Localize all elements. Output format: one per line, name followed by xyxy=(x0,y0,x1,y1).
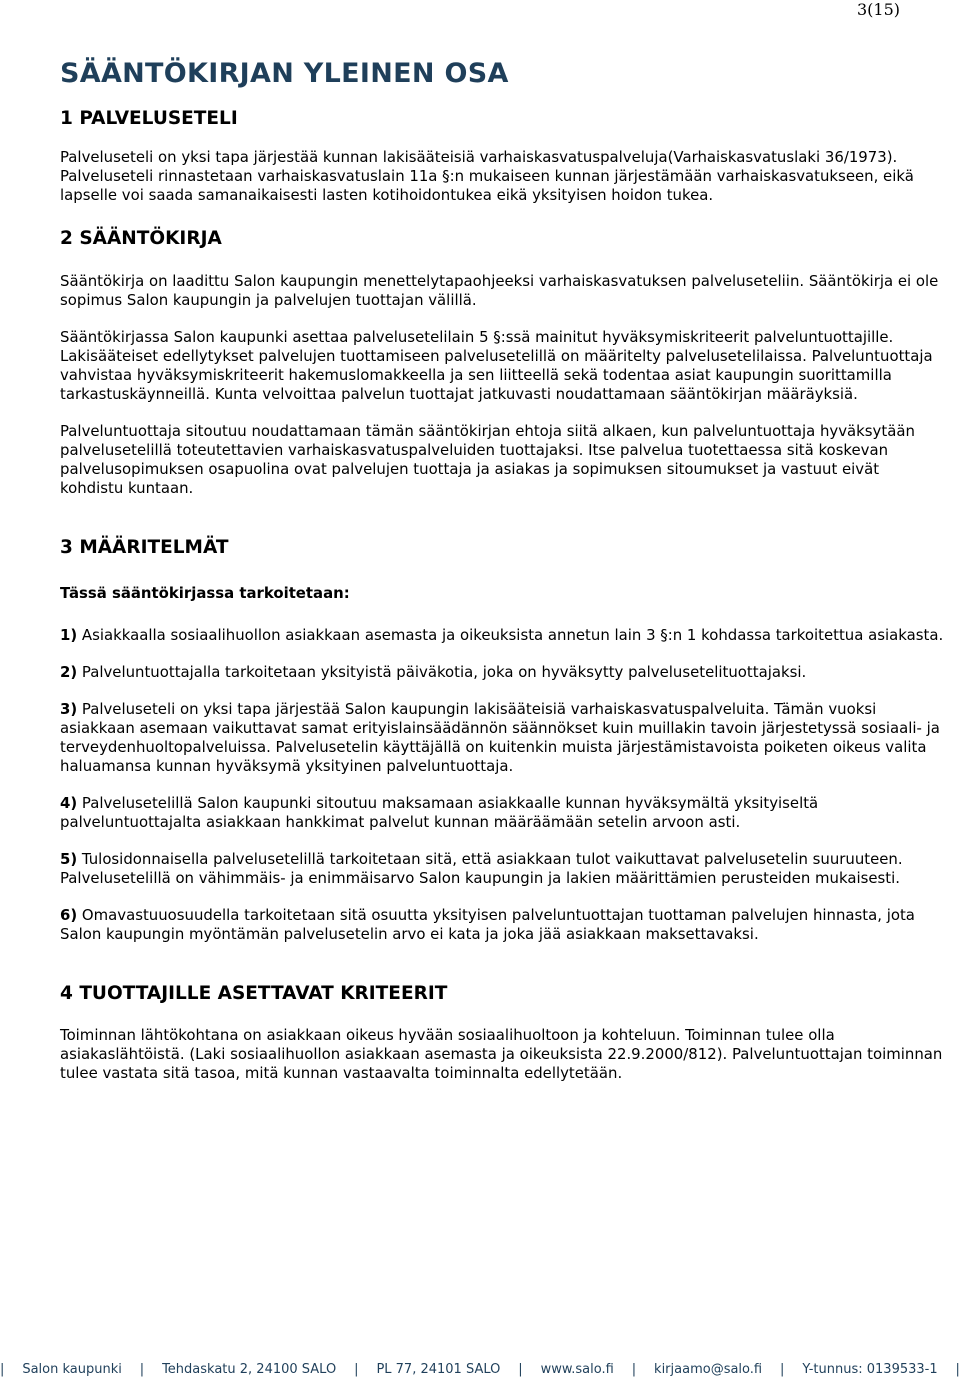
page-footer xyxy=(0,1362,960,1377)
definition-number: 3) xyxy=(60,700,78,718)
definition-number: 4) xyxy=(60,794,78,812)
footer-separator: | xyxy=(631,1362,637,1377)
section-2-heading: 2 SÄÄNTÖKIRJA xyxy=(60,228,222,249)
footer-address: Tehdaskatu 2, 24100 SALO xyxy=(162,1362,337,1377)
definition-text: Palveluntuottajalla tarkoitetaan yksityistä päiväkotia, joka on hyväksytty palvelusetelituottajaksi. xyxy=(81,663,807,681)
definition-item xyxy=(60,700,945,776)
footer-separator: | xyxy=(354,1362,359,1377)
footer-po-box: PL 77, 24101 SALO xyxy=(376,1362,501,1377)
definition-number: 6) xyxy=(60,906,78,924)
section-3-heading: 3 MÄÄRITELMÄT xyxy=(60,537,229,558)
section-1-paragraph: Palveluseteli on yksi tapa järjestää kunnan lakisääteisiä varhaiskasvatuspalveluja(Varhaiskasvatuslaki 36/1973). Palveluseteli rinnastetaan varhaiskasvatuslain 11a §:n mukaiseen kunnan järjestämään varhaiskasvatukseen, eikä lapselle voi saada samanaikaisesti lasten kotihoidontukea eikä yksityisen hoidon tukea. xyxy=(60,148,914,204)
definition-item xyxy=(60,906,945,944)
definition-number: 1) xyxy=(60,626,78,644)
footer-business-id: Y-tunnus: 0139533-1 xyxy=(802,1362,938,1377)
definition-item xyxy=(60,850,945,888)
footer-email-link[interactable]: kirjaamo@salo.fi xyxy=(654,1362,763,1377)
page-number: 3(15) xyxy=(856,0,900,19)
section-1-heading: 1 PALVELUSETELI xyxy=(60,108,238,129)
footer-separator: | xyxy=(0,1362,5,1377)
definition-item xyxy=(60,663,945,682)
section-2-paragraph-2: Sääntökirjassa Salon kaupunki asettaa palvelusetelilain 5 §:ssä mainitut hyväksymiskriteerit palveluntuottajille. Lakisääteiset edellytykset palvelujen tuottamiseen palvelusetelillä on määritelty palvelusetelilaissa. Palveluntuottaja vahvistaa hyväksymiskriteerit hakemuslomakkeella ja sen liitteellä sekä todentaa asiat kaupungin suorittamilla tarkastuskäynneillä. Kunta velvoittaa palvelun tuottajat jatkuvasti noudattamaan sääntökirjan määräyksiä. xyxy=(60,328,933,403)
definition-text: Palveluseteli on yksi tapa järjestää Salon kaupungin lakisääteisiä varhaiskasvatuspalveluita. Tämän vuoksi asiakkaan asemaan vaikuttavat samat erityislainsäädännön säännökset kuin muillakin tavoin järjestetyssä sosiaali- ja terveydenhuoltopalveluissa. Palvelusetelin käyttäjällä on kuitenkin muista järjestämistavoista poiketen oikeus valita haluamansa kunnan hyväksymä yksityinen palveluntuottaja. xyxy=(60,700,940,775)
document-body xyxy=(60,58,945,1083)
definition-number: 2) xyxy=(60,663,78,681)
definition-text: Tulosidonnaisella palvelusetelillä tarkoitetaan sitä, että asiakkaan tulot vaikuttavat palvelusetelin suuruuteen. Palvelusetelillä on vähimmäis- ja enimmäisarvo Salon kaupungin ja lakien määrittämien perusteiden mukaisesti. xyxy=(60,850,903,887)
footer-web-link[interactable]: www.salo.fi xyxy=(540,1362,614,1377)
definition-item xyxy=(60,626,945,645)
definition-text: Omavastuuosuudella tarkoitetaan sitä osuutta yksityisen palveluntuottajan tuottaman palvelujen hinnasta, jota Salon kaupungin myöntämän palvelusetelin arvo ei kata ja joka jää asiakkaan maksettavaksi. xyxy=(60,906,915,943)
footer-separator: | xyxy=(955,1362,960,1377)
footer-separator: | xyxy=(139,1362,145,1377)
definition-text: Asiakkaalla sosiaalihuollon asiakkaan asemasta ja oikeuksista annetun lain 3 §:n 1 kohdassa tarkoitettua asiakasta. xyxy=(81,626,944,644)
definition-item xyxy=(60,794,945,832)
definitions-intro: Tässä sääntökirjassa tarkoitetaan: xyxy=(60,584,350,602)
section-4-heading: 4 TUOTTAJILLE ASETTAVAT KRITEERIT xyxy=(60,983,448,1004)
section-4-paragraph: Toiminnan lähtökohtana on asiakkaan oikeus hyvään sosiaalihuoltoon ja kohteluun. Toiminnan tulee olla asiakaslähtöistä. (Laki sosiaalihuollon asiakkaan asemasta ja oikeuksista 22.9.2000/812). Palveluntuottajan toiminnan tulee vastata sitä tasoa, mitä kunnan vastaavalta toiminnalta edellytetään. xyxy=(60,1026,943,1082)
footer-separator: | xyxy=(780,1362,785,1377)
definition-number: 5) xyxy=(60,850,78,868)
footer-org: Salon kaupunki xyxy=(22,1362,122,1377)
page-title: SÄÄNTÖKIRJAN YLEINEN OSA xyxy=(60,58,509,89)
section-2-paragraph-3: Palveluntuottaja sitoutuu noudattamaan tämän sääntökirjan ehtoja siitä alkaen, kun palveluntuottaja hyväksytään palvelusetelillä toteutettavien varhaiskasvatuspalveluiden tuottajaksi. Itse palvelua tuotettaessa sitä koskevan palvelusopimuksen osapuolina ovat palvelujen tuottaja ja asiakas ja sopimuksen sitoumukset ja vastuut eivät kohdistu kuntaan. xyxy=(60,422,915,497)
footer-separator: | xyxy=(518,1362,523,1377)
definition-text: Palvelusetelillä Salon kaupunki sitoutuu maksamaan asiakkaalle kunnan hyväksymältä yksityiseltä palveluntuottajalta asiakkaan hankkimat palvelut kunnan määräämään setelin arvoon asti. xyxy=(60,794,819,831)
section-2-paragraph-1: Sääntökirja on laadittu Salon kaupungin menettelytapaohjeeksi varhaiskasvatuksen palveluseteliin. Sääntökirja ei ole sopimus Salon kaupungin ja palvelujen tuottajan välillä. xyxy=(60,272,939,309)
